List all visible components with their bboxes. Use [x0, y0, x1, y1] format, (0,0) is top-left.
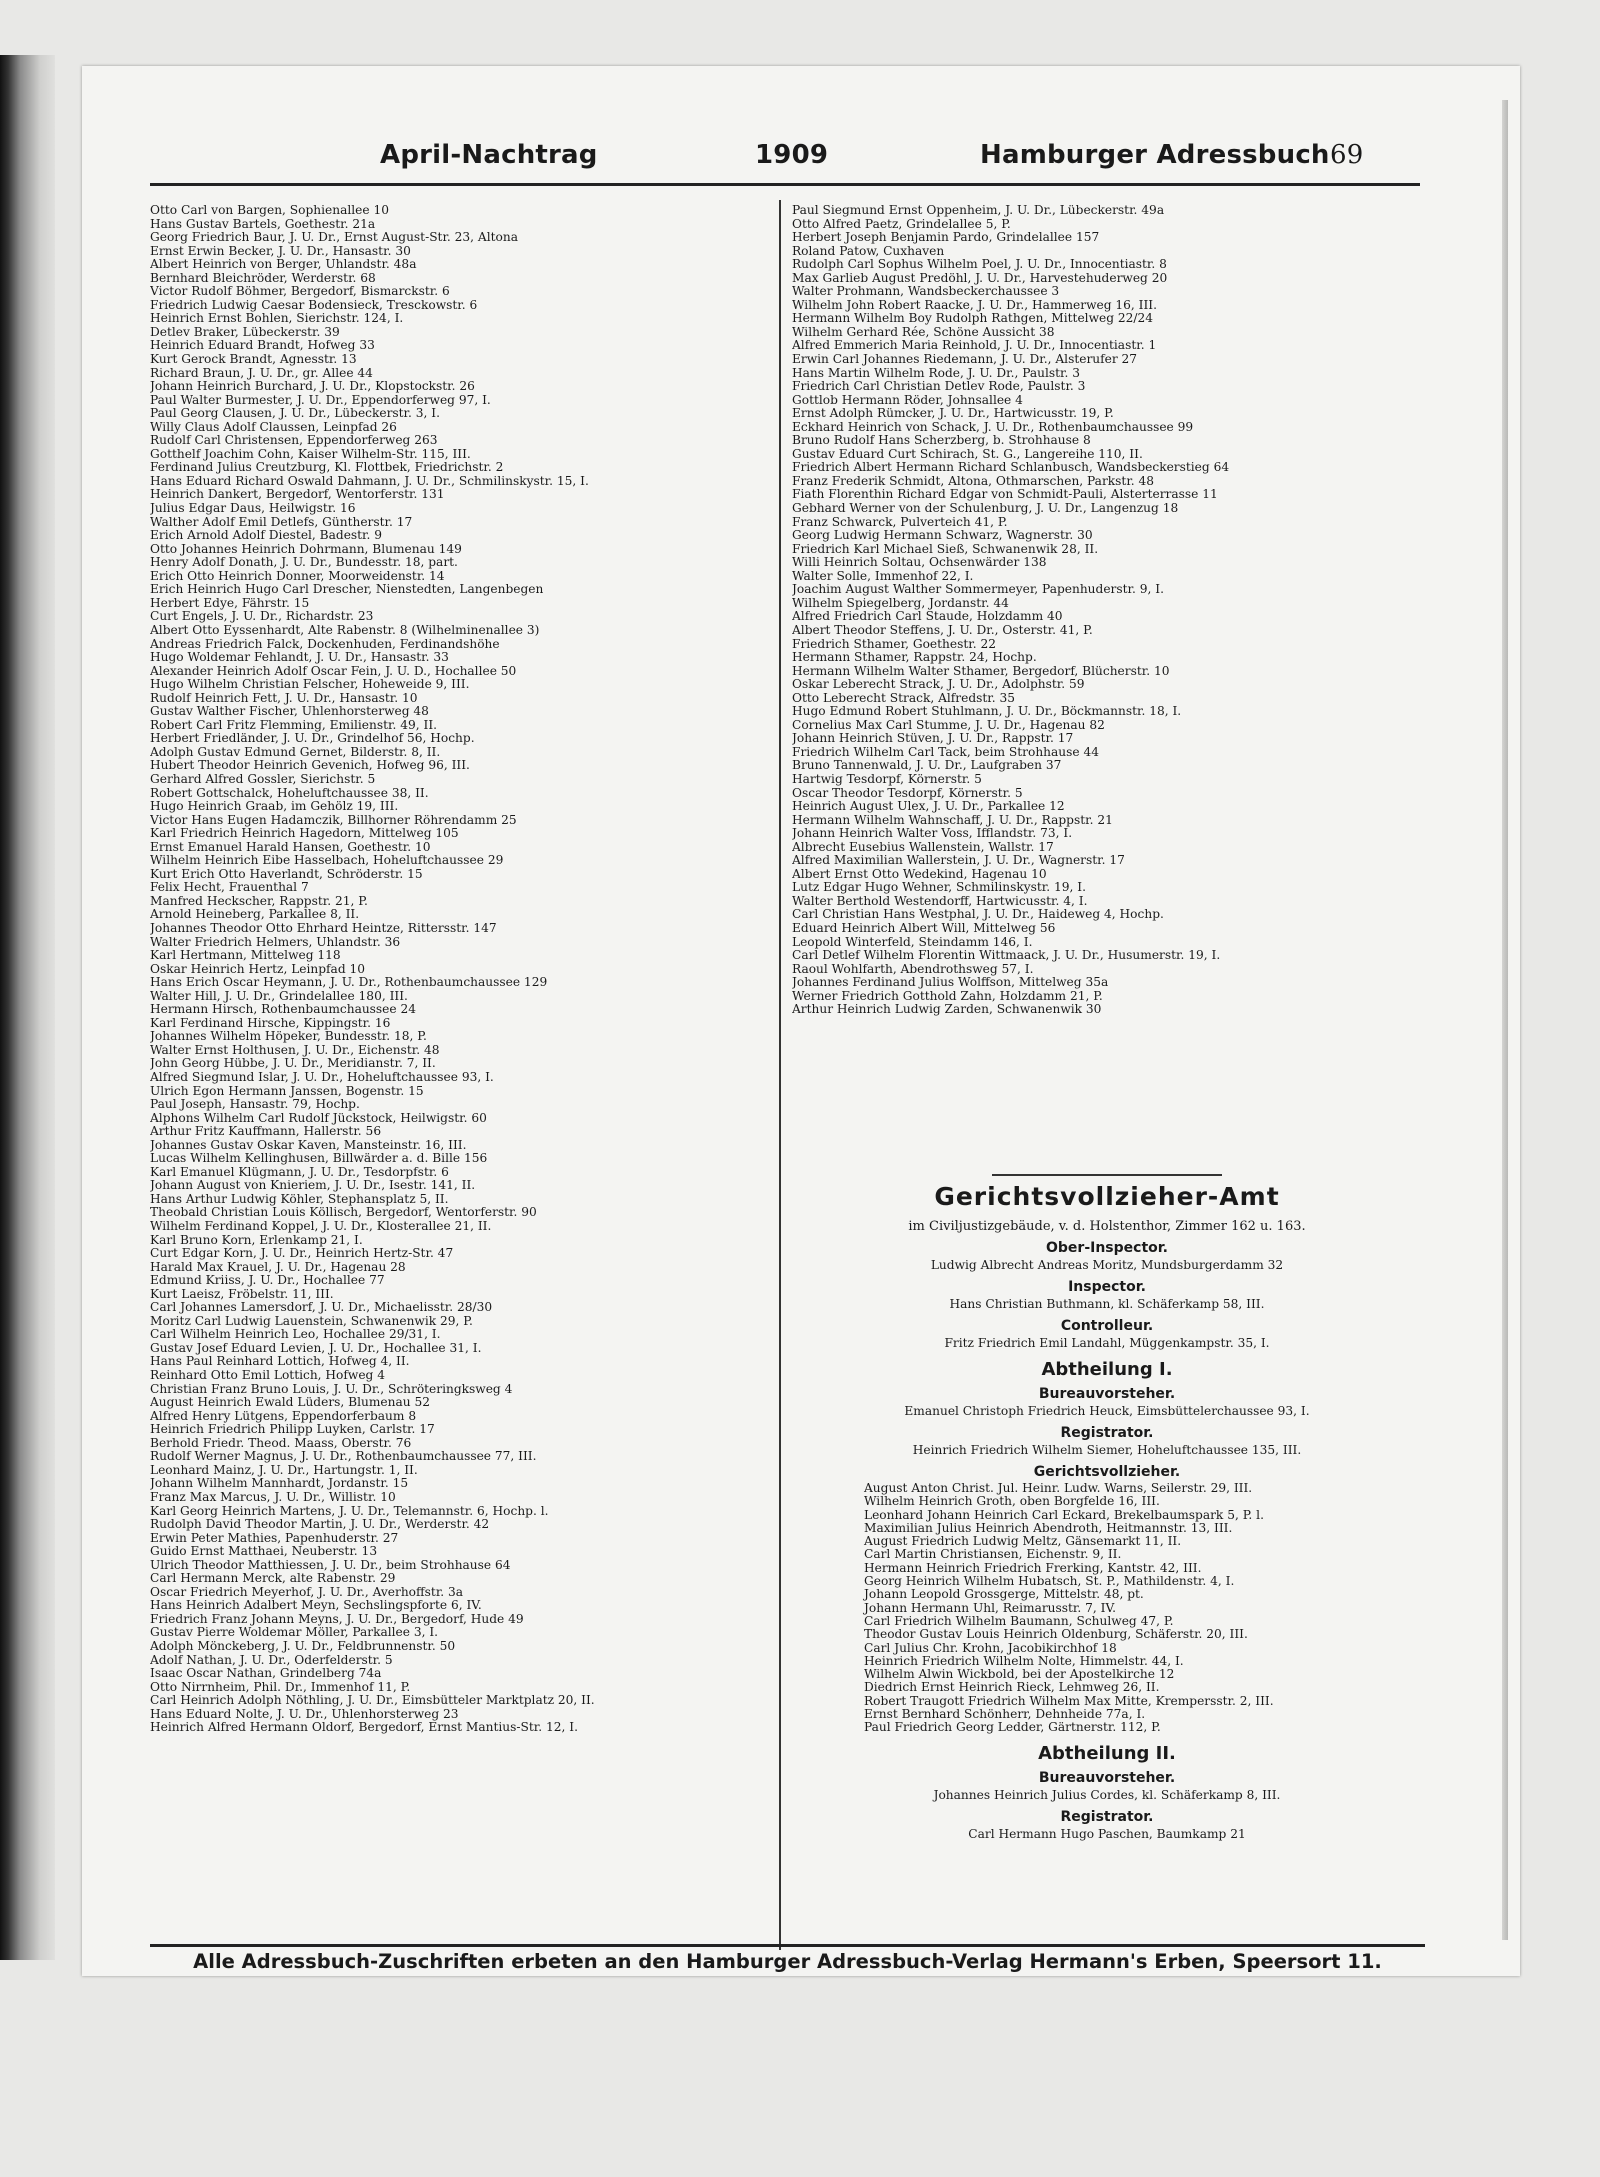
directory-entry: Hermann Wilhelm Walter Sthamer, Bergedorf, Blücherstr. 10 [792, 663, 1170, 678]
directory-entry: Oskar Heinrich Hertz, Leinpfad 10 [150, 961, 366, 976]
directory-entry: Hermann Wilhelm Wahnschaff, J. U. Dr., Rappstr. 21 [792, 812, 1113, 827]
directory-entry: Wilhelm Gerhard Rée, Schöne Aussicht 38 [792, 324, 1055, 339]
directory-entry: Edmund Kriiss, J. U. Dr., Hochallee 77 [150, 1273, 385, 1288]
directory-entry: Leonhard Mainz, J. U. Dr., Hartungstr. 1, II. [150, 1462, 418, 1477]
directory-entry: Kurt Gerock Brandt, Agnesstr. 13 [150, 352, 357, 367]
directory-entry: Johann Heinrich Burchard, J. U. Dr., Klopstockstr. 26 [150, 379, 475, 394]
directory-entry: Hugo Heinrich Graab, im Gehölz 19, III. [150, 799, 399, 814]
directory-entry: Arthur Fritz Kauffmann, Hallerstr. 56 [150, 1124, 382, 1139]
directory-entry: Curt Edgar Korn, J. U. Dr., Heinrich Hertz-Str. 47 [150, 1246, 454, 1261]
directory-entry: Georg Friedrich Baur, J. U. Dr., Ernst August-Str. 23, Altona [150, 230, 518, 245]
directory-entry: Max Garlieb August Predöhl, J. U. Dr., Harvestehuderweg 20 [792, 270, 1168, 285]
directory-entry: Hans Erich Oscar Heymann, J. U. Dr., Rothenbaumchaussee 129 [150, 975, 548, 990]
directory-entry: Friedrich Carl Christian Detlev Rode, Paulstr. 3 [792, 379, 1086, 394]
directory-entry: Karl Georg Heinrich Martens, J. U. Dr., Telemannstr. 6, Hochp. l. [150, 1503, 549, 1518]
directory-entry: Gustav Josef Eduard Levien, J. U. Dr., Hochallee 31, I. [150, 1340, 482, 1355]
directory-entry: Carl Julius Chr. Krohn, Jacobikirchhof 18 [864, 1640, 1117, 1655]
directory-entry: Georg Heinrich Wilhelm Hubatsch, St. P., Mathildenstr. 4, I. [864, 1574, 1235, 1589]
directory-entry: Johannes Ferdinand Julius Wolffson, Mittelweg 35a [792, 975, 1109, 990]
directory-entry: Harald Max Krauel, J. U. Dr., Hagenau 28 [150, 1259, 406, 1274]
directory-entry: Johann Leopold Grossgerge, Mittelstr. 48, pt. [864, 1587, 1144, 1602]
directory-entry: Erwin Peter Mathies, Papenhuderstr. 27 [150, 1530, 399, 1545]
directory-entry: Ernst Emanuel Harald Hansen, Goethestr. 10 [150, 839, 431, 854]
directory-entry: Fiath Florenthin Richard Edgar von Schmidt-Pauli, Alsterterrasse 11 [792, 487, 1218, 502]
directory-entry: Julius Edgar Daus, Heilwigstr. 16 [150, 501, 356, 516]
directory-entry: Adolph Mönckeberg, J. U. Dr., Feldbrunnenstr. 50 [150, 1638, 456, 1653]
directory-entry: Theobald Christian Louis Köllisch, Bergedorf, Wentorferstr. 90 [150, 1205, 537, 1220]
directory-entry: Heinrich August Ulex, J. U. Dr., Parkallee 12 [792, 799, 1065, 814]
directory-entry: Paul Georg Clausen, J. U. Dr., Lübeckerstr. 3, I. [150, 406, 440, 421]
directory-entry: Heinrich Eduard Brandt, Hofweg 33 [150, 338, 375, 353]
directory-entry: Erich Otto Heinrich Donner, Moorweidenstr. 14 [150, 568, 445, 583]
abth1-registrator-entry: Heinrich Friedrich Wilhelm Siemer, Hoheluftchaussee 135, III. [912, 1443, 1302, 1457]
directory-entry: Otto Leberecht Strack, Alfredstr. 35 [792, 690, 1016, 705]
abth1-bureau-heading: Bureauvorsteher. [1038, 1386, 1176, 1402]
directory-entry: Reinhard Otto Emil Lottich, Hofweg 4 [150, 1368, 385, 1383]
directory-entry: August Friedrich Ludwig Meltz, Gänsemarkt 11, II. [864, 1534, 1182, 1549]
section-title: Gerichtsvollzieher-Amt [934, 1182, 1280, 1211]
directory-entry: Rudolph David Theodor Martin, J. U. Dr., Werderstr. 42 [150, 1517, 490, 1532]
directory-entry: Wilhelm John Robert Raacke, J. U. Dr., Hammerweg 16, III. [792, 297, 1157, 312]
directory-entry: Hugo Edmund Robert Stuhlmann, J. U. Dr., Böckmannstr. 18, I. [792, 704, 1182, 719]
directory-entry: Leopold Winterfeld, Steindamm 146, I. [792, 934, 1033, 949]
directory-entry: Alfred Emmerich Maria Reinhold, J. U. Dr., Innocentiastr. 1 [792, 338, 1157, 353]
directory-entry: Hans Heinrich Adalbert Meyn, Sechslingspforte 6, IV. [150, 1598, 482, 1613]
ober-inspector-heading: Ober-Inspector. [1046, 1240, 1168, 1256]
gerichtsvollzieher-section [792, 1174, 1422, 1842]
directory-entry: Otto Nirrnheim, Phil. Dr., Immenhof 11, P. [150, 1679, 411, 1694]
directory-entry: Karl Emanuel Klügmann, J. U. Dr., Tesdorpfstr. 6 [150, 1164, 449, 1179]
directory-entry: Guido Ernst Matthaei, Neuberstr. 13 [150, 1544, 378, 1559]
directory-entry: Heinrich Alfred Hermann Oldorf, Bergedorf, Ernst Mantius-Str. 12, I. [150, 1720, 578, 1735]
directory-entry: Gustav Walther Fischer, Uhlenhorsterweg 48 [150, 704, 429, 719]
directory-entry: Bruno Tannenwald, J. U. Dr., Laufgraben 37 [792, 758, 1062, 773]
directory-entry: Heinrich Dankert, Bergedorf, Wentorferstr. 131 [150, 487, 445, 502]
directory-entry: Carl Martin Christiansen, Eichenstr. 9, II. [864, 1547, 1122, 1562]
directory-entry: Otto Johannes Heinrich Dohrmann, Blumenau 149 [150, 541, 462, 556]
directory-entry: August Anton Christ. Jul. Heinr. Ludw. Warns, Seilerstr. 29, III. [864, 1481, 1253, 1495]
directory-entry: Hans Eduard Nolte, J. U. Dr., Uhlenhorsterweg 23 [150, 1706, 459, 1721]
inspector-entry: Hans Christian Buthmann, kl. Schäferkamp 58, III. [949, 1297, 1265, 1311]
directory-entry: Curt Engels, J. U. Dr., Richardstr. 23 [150, 609, 374, 624]
directory-entry: Adolf Nathan, J. U. Dr., Oderfelderstr. 5 [150, 1652, 393, 1667]
inspector-heading: Inspector. [1068, 1279, 1146, 1295]
directory-entry: Gustav Eduard Curt Schirach, St. G., Langereihe 110, II. [792, 446, 1143, 461]
abth1-gv-list [792, 1482, 1422, 1735]
directory-entry: Lutz Edgar Hugo Wehner, Schmilinskystr. 19, I. [792, 880, 1086, 895]
directory-entry: Gottlob Hermann Röder, Johnsallee 4 [792, 392, 1023, 407]
directory-entry: Walther Adolf Emil Detlefs, Güntherstr. 17 [150, 514, 413, 529]
directory-entry: Ulrich Egon Hermann Janssen, Bogenstr. 15 [150, 1083, 424, 1098]
directory-entry: Herbert Friedländer, J. U. Dr., Grindelhof 56, Hochp. [150, 731, 475, 746]
directory-entry: Robert Carl Fritz Flemming, Emilienstr. 49, II. [150, 717, 438, 732]
directory-entry: Johann Wilhelm Mannhardt, Jordanstr. 15 [150, 1476, 409, 1491]
directory-entry: Joachim August Walther Sommermeyer, Papenhuderstr. 9, I. [792, 582, 1164, 597]
directory-entry: Franz Frederik Schmidt, Altona, Othmarschen, Parkstr. 48 [792, 473, 1155, 488]
directory-entry: Johann Heinrich Walter Voss, Ifflandstr. 73, I. [792, 826, 1073, 841]
ober-inspector-entry: Ludwig Albrecht Andreas Moritz, Mundsburgerdamm 32 [930, 1258, 1284, 1272]
abth2-registrator-heading: Registrator. [1060, 1808, 1154, 1825]
directory-entry: Ernst Bernhard Schönherr, Dehnheide 77a, I. [864, 1707, 1146, 1722]
directory-entry: Berhold Friedr. Theod. Maass, Oberstr. 76 [150, 1435, 412, 1450]
directory-entry: Friedrich Sthamer, Goethestr. 22 [792, 636, 996, 651]
directory-entry: Wilhelm Heinrich Eibe Hasselbach, Hoheluftchaussee 29 [150, 853, 504, 868]
directory-entry: Willi Heinrich Soltau, Ochsenwärder 138 [792, 555, 1047, 570]
directory-entry: Alfred Friedrich Carl Staude, Holzdamm 40 [792, 609, 1063, 624]
directory-entry: Herbert Edye, Fährstr. 15 [150, 595, 310, 610]
directory-entry: Hubert Theodor Heinrich Gevenich, Hofweg 96, III. [150, 758, 470, 773]
directory-entry: Hartwig Tesdorpf, Körnerstr. 5 [792, 771, 982, 786]
directory-entry: Friedrich Albert Hermann Richard Schlanbusch, Wandsbeckerstieg 64 [792, 460, 1230, 475]
column-divider [779, 200, 781, 1950]
directory-entry: Adolph Gustav Edmund Gernet, Bilderstr. 8, II. [150, 744, 441, 759]
directory-entry: Robert Gottschalck, Hoheluftchaussee 38, II. [150, 785, 429, 800]
directory-entry: Albert Heinrich von Berger, Uhlandstr. 48a [150, 257, 417, 272]
directory-entry: Friedrich Wilhelm Carl Tack, beim Strohhause 44 [792, 744, 1099, 759]
directory-entry: Gustav Pierre Woldemar Möller, Parkallee 3, I. [150, 1625, 439, 1640]
header-rule [150, 183, 1420, 186]
directory-entry: Albert Theodor Steffens, J. U. Dr., Osterstr. 41, P. [792, 622, 1093, 637]
directory-entry: Cornelius Max Carl Stumme, J. U. Dr., Hagenau 82 [792, 717, 1105, 732]
directory-entry: Oscar Theodor Tesdorpf, Körnerstr. 5 [792, 785, 1023, 800]
page-edge [1502, 100, 1508, 1940]
directory-entry: Karl Friedrich Heinrich Hagedorn, Mittelweg 105 [150, 826, 459, 841]
directory-entry: Johannes Theodor Otto Ehrhard Heintze, Rittersstr. 147 [150, 920, 497, 935]
directory-entry: Oscar Friedrich Meyerhof, J. U. Dr., Averhoffstr. 3a [150, 1584, 464, 1599]
directory-entry: Heinrich Friedrich Wilhelm Nolte, Himmelstr. 44, I. [864, 1653, 1184, 1668]
directory-entry: Alfred Siegmund Islar, J. U. Dr., Hoheluftchaussee 93, I. [150, 1070, 494, 1084]
directory-entry: Karl Bruno Korn, Erlenkamp 21, I. [150, 1232, 363, 1247]
directory-entry: Christian Franz Bruno Louis, J. U. Dr., Schröteringksweg 4 [150, 1381, 513, 1396]
directory-entry: Walter Solle, Immenhof 22, I. [792, 568, 974, 583]
abtheilung-1-heading: Abtheilung I. [1041, 1359, 1173, 1380]
directory-entry: Lucas Wilhelm Kellinghusen, Billwärder a. d. Bille 156 [150, 1151, 488, 1166]
directory-entry: Walter Friedrich Helmers, Uhlandstr. 36 [150, 934, 401, 949]
directory-entry: Carl Hermann Merck, alte Rabenstr. 29 [150, 1571, 396, 1586]
directory-entry: Ernst Erwin Becker, J. U. Dr., Hansastr. 30 [150, 243, 411, 258]
directory-entry: Karl Ferdinand Hirsche, Kippingstr. 16 [150, 1015, 391, 1030]
directory-entry: Paul Joseph, Hansastr. 79, Hochp. [150, 1097, 360, 1112]
directory-entry: Ernst Adolph Rümcker, J. U. Dr., Hartwicusstr. 19, P. [792, 406, 1114, 421]
directory-entry: Alfred Henry Lütgens, Eppendorferbaum 8 [150, 1408, 417, 1423]
directory-entry: Hans Paul Reinhard Lottich, Hofweg 4, II. [150, 1354, 410, 1369]
directory-entry: Moritz Carl Ludwig Lauenstein, Schwanenwik 29, P. [150, 1313, 473, 1328]
right-column [792, 204, 1422, 1017]
directory-entry: Wilhelm Ferdinand Koppel, J. U. Dr., Klosterallee 21, II. [150, 1219, 492, 1234]
header-title: Hamburger Adressbuch [980, 140, 1330, 170]
directory-entry: Felix Hecht, Frauenthal 7 [150, 880, 309, 895]
directory-entry: Rudolf Heinrich Fett, J. U. Dr., Hansastr. 10 [150, 690, 418, 705]
directory-entry: Arnold Heineberg, Parkallee 8, II. [150, 907, 360, 922]
directory-entry: Franz Schwarck, Pulverteich 41, P. [792, 514, 1008, 529]
directory-entry: Friedrich Franz Johann Meyns, J. U. Dr., Bergedorf, Hude 49 [150, 1611, 524, 1626]
directory-entry: Walter Hill, J. U. Dr., Grindelallee 180, III. [150, 988, 408, 1003]
directory-entry: Carl Friedrich Wilhelm Baumann, Schulweg 47, P. [864, 1613, 1174, 1628]
directory-entry: Rudolph Carl Sophus Wilhelm Poel, J. U. Dr., Innocentiastr. 8 [792, 257, 1167, 272]
directory-entry: Friedrich Ludwig Caesar Bodensieck, Tresckowstr. 6 [150, 297, 478, 312]
directory-entry: Hermann Wilhelm Boy Rudolph Rathgen, Mittelweg 22/24 [792, 311, 1154, 326]
directory-entry: Wilhelm Spiegelberg, Jordanstr. 44 [792, 595, 1009, 610]
directory-entry: Eduard Heinrich Albert Will, Mittelweg 56 [792, 920, 1056, 935]
directory-entry: Richard Braun, J. U. Dr., gr. Allee 44 [150, 365, 373, 380]
directory-entry: Paul Friedrich Georg Ledder, Gärtnerstr. 112, P. [864, 1720, 1161, 1735]
directory-entry: Hermann Sthamer, Rappstr. 24, Hochp. [792, 650, 1037, 665]
directory-entry: Leonhard Johann Heinrich Carl Eckard, Brekelbaumspark 5, P. l. [864, 1507, 1264, 1522]
directory-entry: Andreas Friedrich Falck, Dockenhuden, Ferdinandshöhe [150, 636, 500, 651]
directory-entry: Bernhard Bleichröder, Werderstr. 68 [150, 270, 376, 285]
directory-entry: Georg Ludwig Hermann Schwarz, Wagnerstr. 30 [792, 528, 1093, 543]
directory-entry: Carl Detlef Wilhelm Florentin Wittmaack, J. U. Dr., Husumerstr. 19, I. [792, 948, 1221, 963]
directory-entry: Johannes Gustav Oskar Kaven, Mansteinstr. 16, III. [150, 1137, 467, 1152]
directory-entry: Friedrich Karl Michael Sieß, Schwanenwik 28, II. [792, 541, 1099, 556]
directory-entry: Gotthelf Joachim Cohn, Kaiser Wilhelm-Str. 115, III. [150, 446, 471, 461]
directory-entry: Hugo Woldemar Fehlandt, J. U. Dr., Hansastr. 33 [150, 650, 449, 665]
directory-entry: Hugo Wilhelm Christian Felscher, Hoheweide 9, III. [150, 677, 470, 692]
directory-entry: Alphons Wilhelm Carl Rudolf Jückstock, Heilwigstr. 60 [150, 1110, 487, 1125]
directory-entry: Hans Eduard Richard Oswald Dahmann, J. U. Dr., Schmilinskystr. 15, I. [150, 473, 589, 488]
directory-entry: Detlev Braker, Lübeckerstr. 39 [150, 324, 340, 339]
directory-entry: Hermann Hirsch, Rothenbaumchaussee 24 [150, 1002, 416, 1017]
directory-entry: Ferdinand Julius Creutzburg, Kl. Flottbek, Friedrichstr. 2 [150, 460, 504, 475]
directory-entry: Roland Patow, Cuxhaven [792, 243, 945, 258]
directory-entry: Erich Arnold Adolf Diestel, Badestr. 9 [150, 528, 383, 543]
section-rule [992, 1174, 1222, 1176]
directory-entry: Albert Otto Eyssenhardt, Alte Rabenstr. 8 (Wilhelminenallee 3) [150, 622, 540, 637]
directory-entry: Herbert Joseph Benjamin Pardo, Grindelallee 157 [792, 230, 1100, 245]
left-column [150, 204, 772, 1735]
controlleur-entry: Fritz Friedrich Emil Landahl, Müggenkampstr. 35, I. [944, 1336, 1270, 1350]
section-subtitle: im Civiljustizgebäude, v. d. Holstenthor, Zimmer 162 u. 163. [908, 1219, 1306, 1234]
header-year: 1909 [755, 140, 829, 170]
controlleur-heading: Controlleur. [1060, 1318, 1154, 1334]
directory-entry: Gebhard Werner von der Schulenburg, J. U. Dr., Langenzug 18 [792, 501, 1179, 516]
directory-entry: Alexander Heinrich Adolf Oscar Fein, J. U. D., Hochallee 50 [150, 663, 517, 678]
directory-entry: Maximilian Julius Heinrich Abendroth, Heitmannstr. 13, III. [864, 1520, 1233, 1535]
directory-entry: Johann August von Knieriem, J. U. Dr., Isestr. 141, II. [150, 1178, 476, 1193]
directory-entry: Otto Alfred Paetz, Grindelallee 5, P. [792, 216, 1011, 231]
directory-entry: Wilhelm Alwin Wickbold, bei der Apostelkirche 12 [864, 1667, 1175, 1682]
page-header [150, 140, 1425, 180]
directory-entry: Victor Rudolf Böhmer, Bergedorf, Bismarckstr. 6 [150, 284, 450, 299]
directory-entry: Henry Adolf Donath, J. U. Dr., Bundesstr. 18, part. [150, 555, 458, 570]
directory-entry: Carl Wilhelm Heinrich Leo, Hochallee 29/31, I. [150, 1327, 441, 1342]
directory-entry: Hans Martin Wilhelm Rode, J. U. Dr., Paulstr. 3 [792, 365, 1081, 380]
directory-entry: Heinrich Friedrich Philipp Luyken, Carlstr. 17 [150, 1422, 435, 1437]
directory-entry: Carl Christian Hans Westphal, J. U. Dr., Haideweg 4, Hochp. [792, 907, 1164, 922]
directory-entry: Hans Gustav Bartels, Goethestr. 21a [150, 216, 376, 231]
footer-notice: Alle Adressbuch-Zuschriften erbeten an den Hamburger Adressbuch-Verlag Hermann's Erben, Speersort 11. [193, 1950, 1382, 1973]
abth1-bureau-entry: Emanuel Christoph Friedrich Heuck, Eimsbüttelerchaussee 93, I. [904, 1404, 1310, 1418]
directory-entry: Arthur Heinrich Ludwig Zarden, Schwanenwik 30 [792, 1002, 1102, 1017]
directory-entry: Kurt Laeisz, Fröbelstr. 11, III. [150, 1286, 334, 1301]
directory-entry: Theodor Gustav Louis Heinrich Oldenburg, Schäferstr. 20, III. [864, 1627, 1248, 1642]
directory-entry: Ulrich Theodor Matthiessen, J. U. Dr., beim Strohhause 64 [150, 1557, 511, 1572]
scan-binding-edge [0, 55, 55, 1960]
abth2-bureau-heading: Bureauvorsteher. [1038, 1769, 1176, 1786]
page-number: 69 [1330, 140, 1364, 170]
directory-entry: Paul Walter Burmester, J. U. Dr., Eppendorferweg 97, I. [150, 392, 491, 407]
directory-entry: Eckhard Heinrich von Schack, J. U. Dr., Rothenbaumchaussee 99 [792, 419, 1194, 434]
directory-entry: Werner Friedrich Gotthold Zahn, Holzdamm 21, P. [792, 988, 1103, 1003]
directory-entry: Alfred Maximilian Wallerstein, J. U. Dr., Wagnerstr. 17 [792, 853, 1125, 868]
directory-entry: Manfred Heckscher, Rappstr. 21, P. [150, 893, 368, 908]
directory-entry: Diedrich Ernst Heinrich Rieck, Lehmweg 26, II. [864, 1680, 1160, 1695]
directory-entry: Robert Traugott Friedrich Wilhelm Max Mitte, Krempersstr. 2, III. [864, 1693, 1274, 1708]
directory-entry: Oskar Leberecht Strack, J. U. Dr., Adolphstr. 59 [792, 677, 1085, 692]
abth1-gv-heading: Gerichtsvollzieher. [1033, 1464, 1181, 1480]
directory-entry: Johannes Wilhelm Höpeker, Bundesstr. 18, P. [150, 1029, 427, 1044]
directory-entry: Karl Hertmann, Mittelweg 118 [150, 948, 341, 963]
footer-rule [150, 1944, 1425, 1947]
directory-entry: Walter Ernst Holthusen, J. U. Dr., Eichenstr. 48 [150, 1042, 440, 1057]
directory-entry: Rudolf Carl Christensen, Eppendorferweg 263 [150, 433, 438, 448]
directory-entry: Kurt Erich Otto Haverlandt, Schröderstr. 15 [150, 866, 423, 881]
directory-entry: Johann Hermann Uhl, Reimarusstr. 7, IV. [864, 1600, 1117, 1615]
directory-entry: Carl Heinrich Adolph Nöthling, J. U. Dr., Eimsbütteler Marktplatz 20, II. [150, 1693, 595, 1708]
abth2-registrator-entry: Carl Hermann Hugo Paschen, Baumkamp 21 [968, 1826, 1246, 1841]
directory-entry: Erwin Carl Johannes Riedemann, J. U. Dr., Alsterufer 27 [792, 352, 1138, 367]
directory-entry: Raoul Wohlfarth, Abendrothsweg 57, I. [792, 961, 1034, 976]
directory-entry: Albert Ernst Otto Wedekind, Hagenau 10 [792, 866, 1047, 881]
directory-entry: Albrecht Eusebius Wallenstein, Wallstr. 17 [792, 839, 1054, 854]
directory-entry: Willy Claus Adolf Claussen, Leinpfad 26 [150, 419, 397, 434]
directory-entry: Hans Arthur Ludwig Köhler, Stephansplatz 5, II. [150, 1191, 449, 1206]
directory-entry: Rudolf Werner Magnus, J. U. Dr., Rothenbaumchaussee 77, III. [150, 1449, 537, 1464]
directory-entry: Erich Heinrich Hugo Carl Drescher, Nienstedten, Langenbegen [150, 582, 544, 597]
directory-entry: Victor Hans Eugen Hadamczik, Billhorner Röhrendamm 25 [150, 812, 517, 827]
abtheilung-2-heading: Abtheilung II. [1038, 1742, 1176, 1764]
directory-entry: Walter Prohmann, Wandsbeckerchaussee 3 [792, 284, 1060, 299]
directory-entry: Heinrich Ernst Bohlen, Sierichstr. 124, I. [150, 311, 404, 326]
directory-entry: Gerhard Alfred Gossler, Sierichstr. 5 [150, 771, 376, 786]
directory-entry: August Heinrich Ewald Lüders, Blumenau 52 [150, 1395, 430, 1410]
abth1-registrator-heading: Registrator. [1060, 1425, 1154, 1441]
directory-entry: Wilhelm Heinrich Groth, oben Borgfelde 16, III. [864, 1494, 1160, 1509]
header-section: April-Nachtrag [380, 140, 598, 170]
directory-entry: John Georg Hübbe, J. U. Dr., Meridianstr. 7, II. [150, 1056, 436, 1071]
directory-entry: Bruno Rudolf Hans Scherzberg, b. Strohhause 8 [792, 433, 1091, 448]
directory-entry: Hermann Heinrich Friedrich Frerking, Kantstr. 42, III. [864, 1560, 1202, 1575]
directory-entry: Otto Carl von Bargen, Sophienallee 10 [150, 204, 389, 217]
directory-entry: Johann Heinrich Stüven, J. U. Dr., Rappstr. 17 [792, 731, 1074, 746]
directory-entry: Franz Max Marcus, J. U. Dr., Willistr. 10 [150, 1489, 396, 1504]
directory-entry: Walter Berthold Westendorff, Hartwicusstr. 4, I. [792, 893, 1088, 908]
abth2-bureau-entry: Johannes Heinrich Julius Cordes, kl. Schäferkamp 8, III. [933, 1787, 1281, 1802]
directory-entry: Isaac Oscar Nathan, Grindelberg 74a [150, 1666, 382, 1681]
directory-entry: Paul Siegmund Ernst Oppenheim, J. U. Dr., Lübeckerstr. 49a [792, 204, 1165, 217]
directory-entry: Carl Johannes Lamersdorf, J. U. Dr., Michaelisstr. 28/30 [150, 1300, 493, 1315]
